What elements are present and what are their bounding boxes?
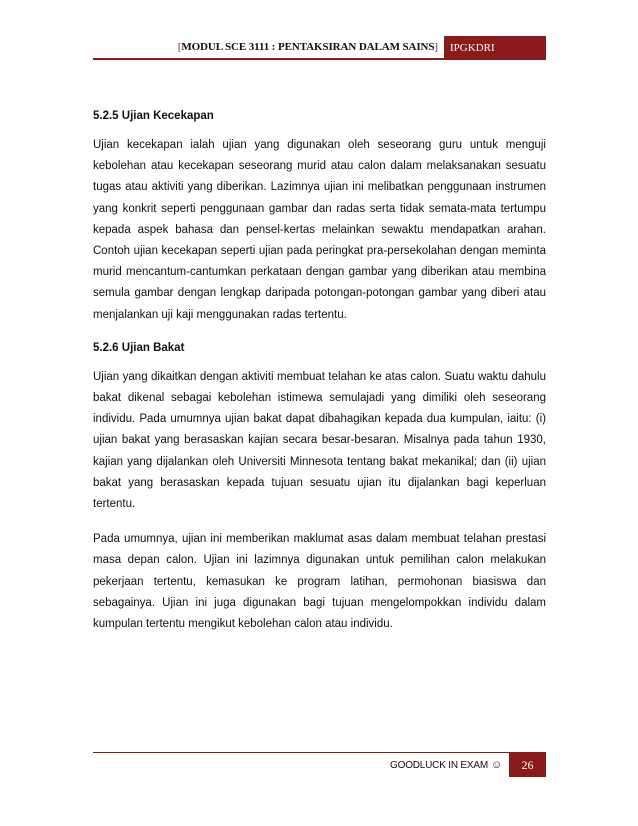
bracket-close: ] [434,41,438,53]
smiley-icon: ☺ [490,759,502,771]
page-number: 26 [508,753,546,777]
paragraph: Ujian kecekapan ialah ujian yang digunakan oleh seseorang guru untuk menguji kebolehan atau kecekapan seseorang murid atau calon dalam melaksanakan sesuatu tugas atau aktiviti yang diberikan. Lazimnya ujian ini melibatkan penggunaan instrumen yang konkrit seperti penggunaan gambar dan radas serta tidak semata-mata tertumpu kepada aspek bahasa dan pensel-kertas melainkan sewaktu mendapatkan arahan. Contoh ujian kecekapan seperti ujian pada peringkat pra-persekolahan dengan meminta murid mencantum-cantumkan perkataan dengan gambar yang diberikan atau membina semula gambar dengan lengkap daripada potongan-potongan gambar yang diberi atau menjalankan uji kaji menggunakan radas tertentu. [93,139,546,321]
footer-message [93,753,508,777]
page-content [93,108,546,649]
page-header [93,36,546,60]
module-title: MODUL SCE 3111 : PENTAKSIRAN DALAM SAINS [181,41,435,53]
organization-badge: IPGKDRI [444,36,546,60]
section-heading: 5.2.5 Ujian Kecekapan [93,110,214,122]
footer-text: GOODLUCK IN EXAM [390,759,488,771]
bracket-open: [ [177,41,182,53]
paragraph: Ujian yang dikaitkan dengan aktiviti membuat telahan ke atas calon. Suatu waktu dahulu bakat dikenal sebagai kebolehan istimewa semulajadi yang dimiliki oleh seseorang individu. Pada umumnya ujian bakat dapat dibahagikan kepada dua kumpulan, iaitu: (i) ujian bakat yang berasaskan kajian secara besar-besaran. Misalnya pada tahun 1930, kajian yang dijalankan oleh Universiti Minnesota tentang bakat mekanikal; dan (ii) ujian bakat yang berasaskan kepada tujuan sesuatu ujian itu dijalankan bagi keperluan tertentu. [93,370,546,511]
module-title-bar [93,36,444,60]
section-ujian-bakat [93,340,546,635]
page-footer [93,752,546,777]
section-heading: 5.2.6 Ujian Bakat [93,341,185,354]
section-ujian-kecekapan [93,108,546,326]
paragraph: Pada umumnya, ujian ini memberikan maklumat asas dalam membuat telahan prestasi masa depan calon. Ujian ini lazimnya digunakan untuk pemilihan calon melakukan pekerjaan tertentu, kemasukan ke program latihan, permohonan biasiswa dan sebagainya. Ujian ini juga digunakan bagi tujuan mengelompokkan individu dalam kumpulan tertentu mengikut kebolehan calon atau individu. [93,533,546,631]
